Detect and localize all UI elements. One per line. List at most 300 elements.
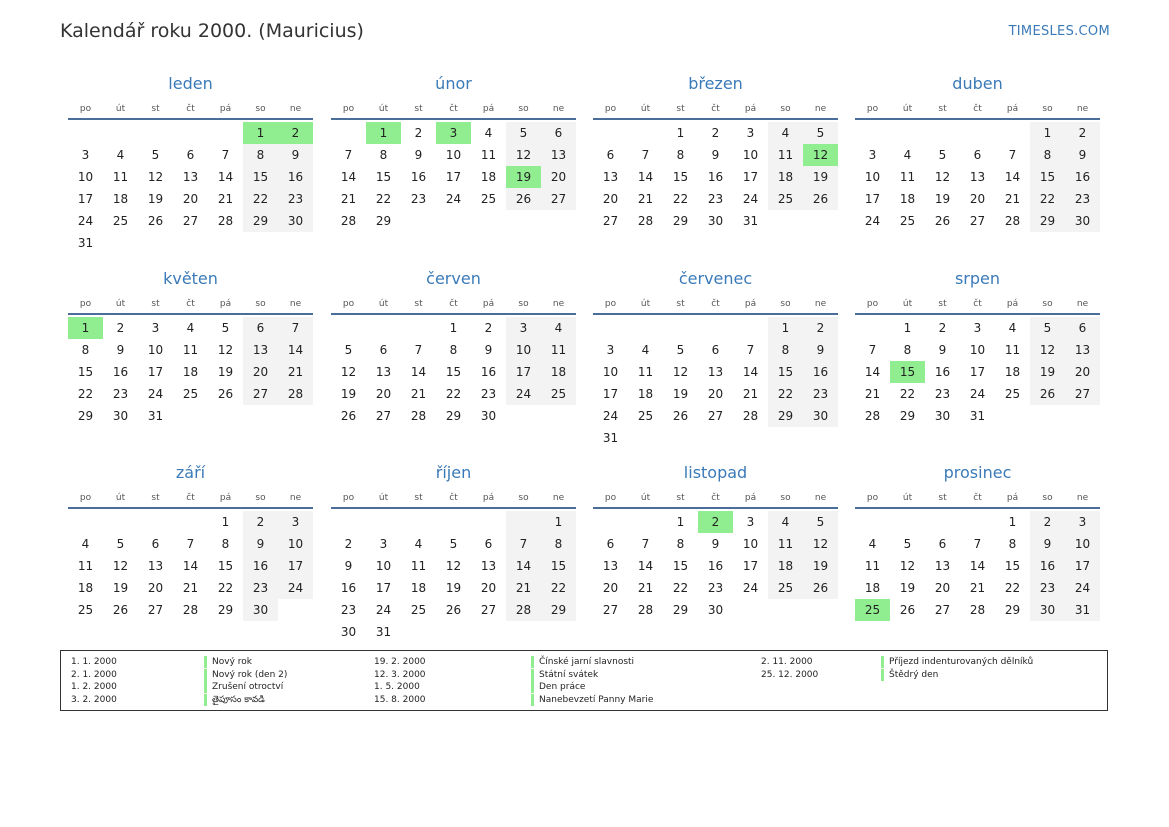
- day-cell: 10: [969, 343, 986, 357]
- day-cell: 26: [445, 603, 462, 617]
- day-cell: 24: [445, 192, 462, 206]
- day-cell: 27: [243, 383, 278, 405]
- legend-date: 25. 12. 2000: [761, 669, 819, 680]
- month-říjen: [331, 462, 576, 643]
- day-cell: 26: [672, 409, 689, 423]
- day-cell: 18: [1004, 365, 1021, 379]
- day-cell: 2: [1065, 122, 1100, 144]
- day-cell: 25: [480, 192, 497, 206]
- day-cell: 25: [899, 214, 916, 228]
- day-cell: 23: [707, 192, 724, 206]
- day-cell: 19: [934, 192, 951, 206]
- weekday-label: st: [414, 299, 423, 309]
- weekday-label: st: [151, 299, 160, 309]
- empty-day-cell: [436, 511, 471, 533]
- day-cell: 11: [480, 148, 497, 162]
- day-cell: 17: [77, 192, 94, 206]
- day-cell: 13: [602, 559, 619, 573]
- weekday-label: so: [518, 104, 529, 114]
- day-cell: 2: [116, 321, 125, 335]
- day-cell: 18: [182, 365, 199, 379]
- weekday-label: so: [1042, 493, 1053, 503]
- day-cell: 9: [711, 537, 720, 551]
- day-cell: 8: [243, 144, 278, 166]
- weekday-label: čt: [186, 493, 195, 503]
- day-cell: 24: [278, 577, 313, 599]
- month-leden: [68, 73, 313, 254]
- day-cell: 22: [77, 387, 94, 401]
- day-cell: 19: [445, 581, 462, 595]
- day-cell: 9: [1030, 533, 1065, 555]
- day-cell: 21: [410, 387, 427, 401]
- day-cell: 17: [742, 170, 759, 184]
- day-cell: 25: [768, 188, 803, 210]
- month-name: listopad: [683, 463, 748, 482]
- day-cell: 24: [77, 214, 94, 228]
- day-cell: 7: [186, 537, 195, 551]
- weekday-label: út: [902, 299, 913, 309]
- weekday-label: pá: [744, 493, 757, 503]
- empty-day-cell: [331, 122, 366, 144]
- day-cell: 8: [676, 148, 685, 162]
- day-cell: 14: [864, 365, 881, 379]
- month-name: září: [175, 463, 206, 482]
- day-cell: 30: [707, 603, 724, 617]
- day-cell: 3: [746, 515, 755, 529]
- day-cell: 13: [969, 170, 986, 184]
- days-grid: [593, 317, 838, 449]
- day-cell: 5: [449, 537, 458, 551]
- days-grid: [855, 317, 1100, 427]
- empty-day-cell: [995, 122, 1030, 144]
- weekday-label: čt: [186, 299, 195, 309]
- weekday-label: ne: [814, 493, 827, 503]
- day-cell: 18: [410, 581, 427, 595]
- month-name: červen: [426, 269, 481, 288]
- weekday-label: po: [79, 299, 92, 309]
- weekday-label: út: [115, 493, 126, 503]
- day-cell: 26: [112, 603, 129, 617]
- day-cell: 5: [803, 122, 838, 144]
- days-grid: [331, 122, 576, 232]
- day-cell: 9: [243, 533, 278, 555]
- empty-day-cell: [733, 317, 768, 339]
- day-cell: 21: [340, 192, 357, 206]
- day-cell: 9: [484, 343, 493, 357]
- weekday-label: ne: [814, 104, 827, 114]
- day-cell: 2: [414, 126, 423, 140]
- day-cell: 9: [116, 343, 125, 357]
- day-cell: 9: [1065, 144, 1100, 166]
- month-květen: [68, 268, 313, 427]
- empty-day-cell: [436, 210, 471, 232]
- day-cell: 14: [410, 365, 427, 379]
- day-cell: 10: [864, 170, 881, 184]
- day-cell: 21: [864, 387, 881, 401]
- day-cell: 29: [77, 409, 94, 423]
- weekday-header: [68, 484, 313, 509]
- day-cell: 2: [484, 321, 493, 335]
- empty-day-cell: [208, 232, 243, 254]
- weekday-label: st: [676, 493, 685, 503]
- day-cell: 11: [112, 170, 129, 184]
- day-cell: 26: [340, 409, 357, 423]
- day-cell: 8: [379, 148, 388, 162]
- day-cell: 18: [541, 361, 576, 383]
- empty-day-cell: [1030, 405, 1065, 427]
- day-cell: 9: [803, 339, 838, 361]
- day-cell: 19: [1030, 361, 1065, 383]
- day-cell: 20: [182, 192, 199, 206]
- empty-day-cell: [278, 405, 313, 427]
- day-cell: 24: [375, 603, 392, 617]
- weekday-label: so: [255, 104, 266, 114]
- weekday-header: [68, 290, 313, 315]
- day-cell: 31: [147, 409, 164, 423]
- month-listopad: [593, 462, 838, 621]
- day-cell: 22: [1004, 581, 1021, 595]
- legend-holiday-name: Nový rok (den 2): [204, 669, 287, 681]
- day-cell: 5: [151, 148, 160, 162]
- day-cell: 6: [973, 148, 982, 162]
- day-cell: 25: [1004, 387, 1021, 401]
- empty-day-cell: [68, 511, 103, 533]
- day-cell: 29: [1030, 210, 1065, 232]
- weekday-label: ne: [552, 104, 565, 114]
- day-cell: 6: [541, 122, 576, 144]
- empty-day-cell: [768, 599, 803, 621]
- day-cell: 5: [938, 148, 947, 162]
- weekday-label: út: [640, 104, 651, 114]
- weekday-label: čt: [711, 104, 720, 114]
- weekday-label: pá: [482, 493, 495, 503]
- day-cell: 29: [1004, 603, 1021, 617]
- brand-link[interactable]: TIMESLES.COM: [1008, 24, 1110, 39]
- day-cell: 27: [969, 214, 986, 228]
- day-cell: 3: [81, 148, 90, 162]
- day-cell: 5: [1030, 317, 1065, 339]
- day-cell: 8: [81, 343, 90, 357]
- day-cell: 16: [243, 555, 278, 577]
- day-cell: 11: [1004, 343, 1021, 357]
- day-cell: 30: [707, 214, 724, 228]
- day-cell: 17: [1065, 555, 1100, 577]
- day-cell: 23: [410, 192, 427, 206]
- day-cell: 25: [77, 603, 94, 617]
- empty-day-cell: [331, 317, 366, 339]
- day-cell: 28: [742, 409, 759, 423]
- day-cell: 16: [410, 170, 427, 184]
- day-cell: 20: [541, 166, 576, 188]
- day-cell: 22: [541, 577, 576, 599]
- day-cell: 20: [602, 192, 619, 206]
- day-cell: 14: [637, 170, 654, 184]
- day-cell: 3: [151, 321, 160, 335]
- day-cell: 7: [221, 148, 230, 162]
- day-cell: 24: [602, 409, 619, 423]
- month-name: únor: [435, 74, 472, 93]
- empty-day-cell: [855, 122, 890, 144]
- empty-day-cell: [925, 511, 960, 533]
- day-cell: 23: [1065, 188, 1100, 210]
- legend-date: 12. 3. 2000: [374, 669, 426, 680]
- day-cell: 31: [602, 431, 619, 445]
- day-cell: 18: [77, 581, 94, 595]
- days-grid: [68, 122, 313, 254]
- legend-date: 2. 1. 2000: [71, 669, 117, 680]
- empty-day-cell: [960, 122, 995, 144]
- weekday-label: so: [780, 104, 791, 114]
- day-cell: 8: [1030, 144, 1065, 166]
- day-cell: 26: [803, 188, 838, 210]
- day-cell: 10: [742, 537, 759, 551]
- day-cell: 8: [1008, 537, 1017, 551]
- month-září: [68, 462, 313, 621]
- weekday-label: čt: [449, 299, 458, 309]
- day-cell: 14: [182, 559, 199, 573]
- day-cell: 21: [1004, 192, 1021, 206]
- day-cell: 20: [969, 192, 986, 206]
- day-cell: 24: [742, 581, 759, 595]
- weekday-header: [855, 95, 1100, 120]
- weekday-label: st: [414, 493, 423, 503]
- day-cell: 27: [707, 409, 724, 423]
- day-cell: 21: [637, 192, 654, 206]
- month-name: březen: [688, 74, 743, 93]
- day-cell: 15: [541, 555, 576, 577]
- month-name: leden: [168, 74, 213, 93]
- day-cell: 7: [868, 343, 877, 357]
- day-cell: 10: [742, 148, 759, 162]
- day-cell: 5: [221, 321, 230, 335]
- empty-day-cell: [628, 511, 663, 533]
- weekday-label: pá: [219, 299, 232, 309]
- empty-day-cell: [925, 122, 960, 144]
- day-cell: 7: [1008, 148, 1017, 162]
- day-cell: 31: [969, 409, 986, 423]
- day-cell: 4: [903, 148, 912, 162]
- day-cell: 7: [278, 317, 313, 339]
- weekday-header: [68, 95, 313, 120]
- month-březen: [593, 73, 838, 232]
- month-name: duben: [952, 74, 1003, 93]
- day-cell: 29: [672, 603, 689, 617]
- day-cell: 13: [707, 365, 724, 379]
- page-title: Kalendář roku 2000. (Mauricius): [60, 20, 364, 42]
- day-cell: 4: [414, 537, 423, 551]
- day-cell: 14: [742, 365, 759, 379]
- day-cell: 15: [672, 559, 689, 573]
- day-cell: 21: [969, 581, 986, 595]
- day-cell: 12: [672, 365, 689, 379]
- day-cell: 27: [375, 409, 392, 423]
- day-cell: 1: [903, 321, 912, 335]
- day-cell: 11: [899, 170, 916, 184]
- weekday-label: ne: [1076, 493, 1089, 503]
- day-cell: 3: [606, 343, 615, 357]
- legend-date: 2. 11. 2000: [761, 657, 813, 667]
- legend-holiday-name: Státní svátek: [531, 669, 598, 681]
- day-cell: 19: [672, 387, 689, 401]
- weekday-label: po: [604, 104, 617, 114]
- day-cell: 23: [243, 577, 278, 599]
- day-cell: 16: [112, 365, 129, 379]
- empty-day-cell: [855, 511, 890, 533]
- weekday-label: út: [640, 299, 651, 309]
- day-cell: 3: [379, 537, 388, 551]
- day-cell: 13: [934, 559, 951, 573]
- day-cell: 29: [899, 409, 916, 423]
- day-cell: 18: [480, 170, 497, 184]
- day-cell: 20: [934, 581, 951, 595]
- day-cell: 1: [676, 515, 685, 529]
- day-cell: 5: [344, 343, 353, 357]
- day-cell: 28: [217, 214, 234, 228]
- empty-day-cell: [733, 427, 768, 449]
- day-cell: 2: [803, 317, 838, 339]
- holiday-day-cell: 1: [243, 122, 278, 144]
- day-cell: 4: [768, 122, 803, 144]
- weekday-label: po: [604, 299, 617, 309]
- day-cell: 2: [711, 126, 720, 140]
- day-cell: 26: [147, 214, 164, 228]
- day-cell: 14: [637, 559, 654, 573]
- empty-day-cell: [173, 511, 208, 533]
- weekday-label: ne: [1076, 104, 1089, 114]
- day-cell: 31: [77, 236, 94, 250]
- day-cell: 1: [541, 511, 576, 533]
- day-cell: 10: [278, 533, 313, 555]
- empty-day-cell: [103, 122, 138, 144]
- empty-day-cell: [138, 232, 173, 254]
- day-cell: 4: [116, 148, 125, 162]
- day-cell: 14: [1004, 170, 1021, 184]
- day-cell: 22: [1030, 188, 1065, 210]
- legend-date: 15. 8. 2000: [374, 694, 426, 705]
- day-cell: 18: [899, 192, 916, 206]
- day-cell: 13: [243, 339, 278, 361]
- day-cell: 28: [969, 603, 986, 617]
- day-cell: 9: [344, 559, 353, 573]
- day-cell: 26: [506, 188, 541, 210]
- day-cell: 20: [243, 361, 278, 383]
- day-cell: 24: [147, 387, 164, 401]
- day-cell: 22: [243, 188, 278, 210]
- holiday-day-cell: 12: [803, 144, 838, 166]
- weekday-label: po: [79, 104, 92, 114]
- legend-date: 3. 2. 2000: [71, 694, 117, 705]
- day-cell: 18: [768, 166, 803, 188]
- day-cell: 19: [147, 192, 164, 206]
- day-cell: 21: [278, 361, 313, 383]
- weekday-header: [331, 95, 576, 120]
- day-cell: 15: [375, 170, 392, 184]
- day-cell: 16: [707, 170, 724, 184]
- month-name: říjen: [435, 463, 472, 482]
- weekday-label: st: [151, 493, 160, 503]
- holiday-day-cell: 2: [278, 122, 313, 144]
- day-cell: 16: [934, 365, 951, 379]
- empty-day-cell: [138, 122, 173, 144]
- day-cell: 23: [934, 387, 951, 401]
- empty-day-cell: [803, 210, 838, 232]
- day-cell: 13: [182, 170, 199, 184]
- day-cell: 21: [742, 387, 759, 401]
- day-cell: 22: [445, 387, 462, 401]
- weekday-header: [593, 484, 838, 509]
- weekday-label: so: [518, 299, 529, 309]
- weekday-label: út: [378, 104, 389, 114]
- day-cell: 8: [676, 537, 685, 551]
- day-cell: 4: [541, 317, 576, 339]
- day-cell: 27: [480, 603, 497, 617]
- day-cell: 4: [868, 537, 877, 551]
- weekday-label: út: [378, 299, 389, 309]
- weekday-header: [331, 290, 576, 315]
- day-cell: 25: [541, 383, 576, 405]
- empty-day-cell: [401, 210, 436, 232]
- day-cell: 6: [1065, 317, 1100, 339]
- day-cell: 29: [541, 599, 576, 621]
- day-cell: 12: [899, 559, 916, 573]
- day-cell: 21: [217, 192, 234, 206]
- empty-day-cell: [890, 122, 925, 144]
- day-cell: 17: [602, 387, 619, 401]
- empty-day-cell: [278, 599, 313, 621]
- day-cell: 15: [217, 559, 234, 573]
- empty-day-cell: [628, 317, 663, 339]
- empty-day-cell: [593, 511, 628, 533]
- day-cell: 3: [746, 126, 755, 140]
- weekday-label: st: [151, 104, 160, 114]
- weekday-label: so: [255, 299, 266, 309]
- empty-day-cell: [436, 621, 471, 643]
- day-cell: 27: [147, 603, 164, 617]
- day-cell: 28: [410, 409, 427, 423]
- empty-day-cell: [138, 511, 173, 533]
- day-cell: 20: [1065, 361, 1100, 383]
- days-grid: [331, 511, 576, 643]
- day-cell: 26: [217, 387, 234, 401]
- day-cell: 31: [742, 214, 759, 228]
- weekday-label: ne: [289, 299, 302, 309]
- empty-day-cell: [960, 511, 995, 533]
- day-cell: 16: [278, 166, 313, 188]
- day-cell: 2: [938, 321, 947, 335]
- day-cell: 21: [637, 581, 654, 595]
- day-cell: 1: [1008, 515, 1017, 529]
- day-cell: 27: [541, 188, 576, 210]
- legend-holiday-name: Zrušení otroctví: [204, 681, 283, 693]
- day-cell: 18: [637, 387, 654, 401]
- day-cell: 17: [278, 555, 313, 577]
- day-cell: 25: [182, 387, 199, 401]
- weekday-label: st: [938, 299, 947, 309]
- empty-day-cell: [1065, 405, 1100, 427]
- day-cell: 15: [1030, 166, 1065, 188]
- day-cell: 22: [672, 192, 689, 206]
- day-cell: 10: [602, 365, 619, 379]
- day-cell: 6: [606, 148, 615, 162]
- day-cell: 1: [221, 515, 230, 529]
- month-name: prosinec: [943, 463, 1012, 482]
- days-grid: [593, 122, 838, 232]
- weekday-label: pá: [482, 299, 495, 309]
- day-cell: 30: [112, 409, 129, 423]
- day-cell: 11: [410, 559, 427, 573]
- weekday-label: po: [342, 104, 355, 114]
- weekday-label: po: [866, 493, 879, 503]
